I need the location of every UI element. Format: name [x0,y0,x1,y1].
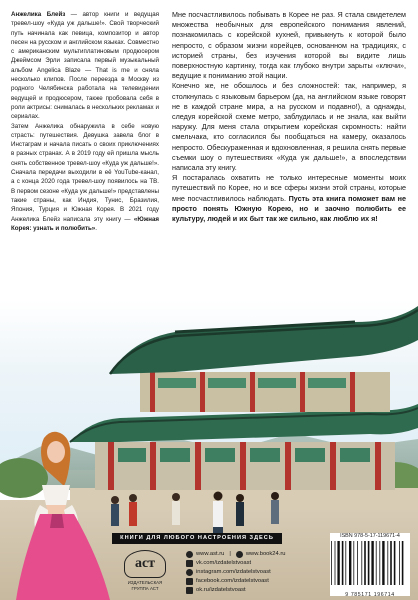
ast-logo-mark: аст [124,550,166,578]
blurb-paragraph-3 [172,173,406,224]
ok-row [186,586,326,595]
instagram-row [186,568,326,577]
bio-paragraph-2 [11,122,159,234]
cover-illustration [0,300,418,600]
facebook-row [186,577,326,586]
author-bio [11,10,159,233]
vk-link[interactable]: vk.com/izdatelstvoast [196,560,252,566]
blurb-highlight: Пусть эта книга поможет вам не просто понять Южную Корею, но и заочно полюбить ее культуру, людей и их быт так же сильно, как люблю их я! [172,193,406,224]
tree-left [0,458,48,498]
publisher-caption: ИЗДАТЕЛЬСКАЯ ГРУППА АСТ [127,580,163,591]
instagram-icon [186,569,193,576]
slogan-banner: КНИГИ ДЛЯ ЛЮБОГО НАСТРОЕНИЯ ЗДЕСЬ [112,533,282,544]
barcode-digits: 9 785171 196714 [345,592,395,598]
blurb-paragraph-2: Конечно же, не обошлось и без сложностей: так, например, я столкнулась с языковым барьером (да, на английском языке говорят не в каждой стране мира, а на русском и подавно!), а однажды, следуя корейской схеме метро, заблудилась и не знала, как выйти наружу. Для меня стала открытием корейская скромность: найти смельчака, кто согласился бы пообщаться на камеру, оказалось непросто. Обескураженная и вдохновленная, я решила снять первые съемки шоу о путешествиях «Куда уж дальше!», а впоследствии написала эту книгу. [172,81,406,173]
publisher-contacts [186,550,326,595]
barcode [330,541,406,587]
blurb-paragraph-1: Мне посчастливилось побывать в Корее не раз. Я стала свидетелем множества необычных для европейского понимания явлений, познакомилась с корейской кухней, привыкнуть к которой было непросто, с образом жизни корейцев, основанном на традициях, с историей страны, без изучения которой вы видите лишь поверхностную картинку, тогда как глубоко внутри зарыты «ключи», ведущие к пониманию этой нации. [172,10,406,81]
separator: | [229,551,231,557]
bio-text-end: . [95,224,97,232]
barcode-block [330,533,410,596]
bio-paragraph-1 [11,10,159,122]
bio-text-2: Затем Анжелика обнаружила в себе новую страсть: путешествия. Девушка завела блог в Инстаграм и начала писать о своих приключениях в разных странах. А в 2019 году ей пришла мысль снять собственное тревел-шоу «Куда уж дальше!». Сначала передачи выходили в её YouTube-канал, а с конца 2020 года тревел-шоу появилось на ТВ. В первом сезоне «Куда уж дальше!» представлены такие страны, как Индия, Тунис, Бразилия, Япония, Турция и Южная Корея. В 2021 году Анжелика Блейз написала эту книгу — [11,122,159,223]
websites-row [186,550,326,559]
facebook-icon [186,578,193,585]
website-ast[interactable]: www.ast.ru [196,551,225,557]
vk-icon [186,560,193,567]
blurb-text-3: Я постаралась охватить не только интересные моменты моих путешествий по Корее, но и все сферы жизни этой страны, которые мне посчастливилось наблюдать. [172,173,406,203]
website-book24[interactable]: www.book24.ru [245,551,286,557]
blurb [172,10,406,224]
instagram-link[interactable]: instagram.com/izdatelstvoast [196,569,271,575]
author-name: Анжелика Блейз [11,11,66,18]
bio-text-1: — автор книги и ведущая тревел-шоу «Куда уж дальше!». Свой творческий путь начинала как певица, композитор и автор песен на русском и английском языках. Совместно с американским мультиплатиновым продюсером Джеймсом Эрли записала первый музыкальный альбом Angelica Blaze — That is me и сняла несколько клипов. После переезда в Москву из родного Челябинска работала на телевидении ведущей и продюсером, также пробовала себя в роли актрисы: снималась в нескольких рекламах и сериалах. [11,11,159,121]
book-title-inline: «Южная Корея: узнать и полюбить» [11,215,159,232]
isbn-label: ISBN 978-5-17-119671-4 [340,533,400,539]
odnoklassniki-icon [186,587,193,594]
ok-link[interactable]: ok.ru/izdatelstvoast [196,587,246,593]
facebook-link[interactable]: facebook.com/izdatelstvoast [196,578,269,584]
globe-icon [186,551,193,558]
vk-row [186,559,326,568]
globe-icon [236,551,243,558]
publisher-logo [120,550,170,594]
